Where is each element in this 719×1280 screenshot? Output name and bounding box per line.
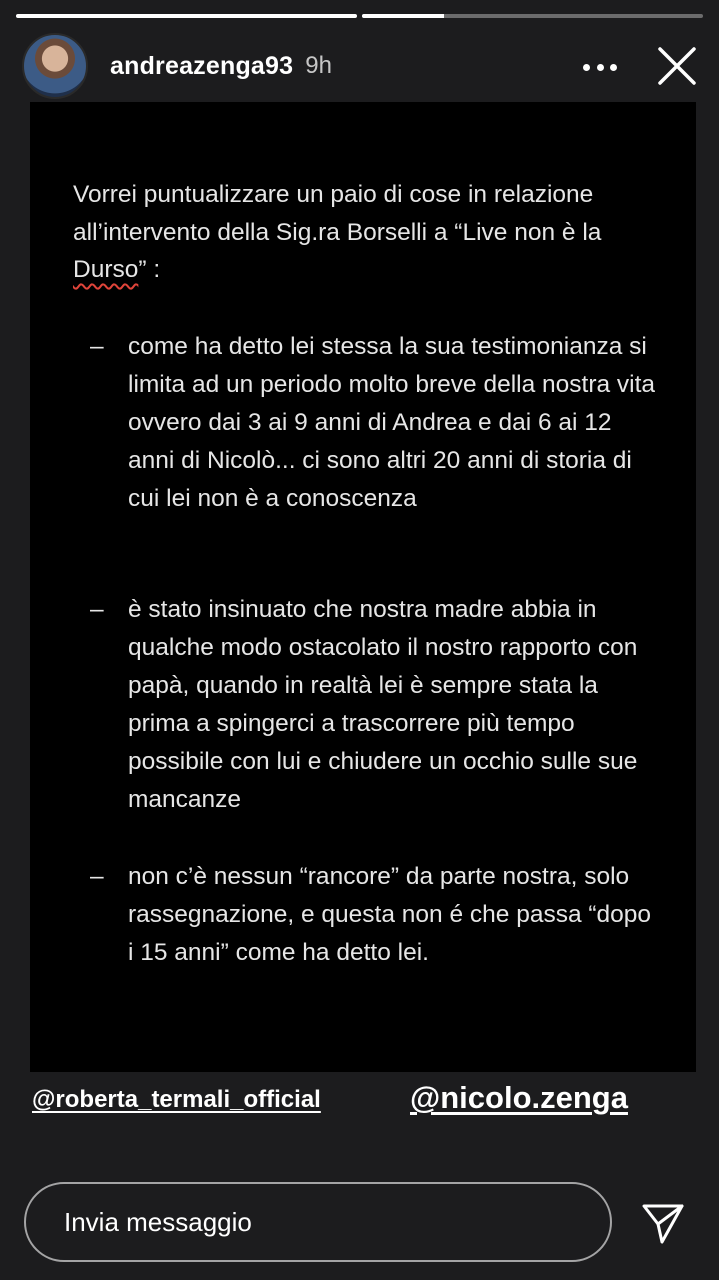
intro-squiggle-word: Durso xyxy=(73,256,139,283)
post-time: 9h xyxy=(305,52,332,79)
message-input[interactable] xyxy=(24,1182,612,1262)
bullet-dash: – xyxy=(90,596,104,623)
intro-paragraph xyxy=(73,176,673,289)
bullet-dash: – xyxy=(90,333,104,360)
list-item xyxy=(90,591,660,819)
bullet-text: come ha detto lei stessa la sua testimonianza si limita ad un periodo molto breve della nostra vita ovvero dai 3 ai 9 anni di Andrea e dai 6 ai 12 anni di Nicolò... ci sono altri 20 anni di storia di cui lei non è a conoscenza xyxy=(128,333,656,512)
bullet-text: non c’è nessun “rancore” da parte nostra, solo rassegnazione, e questa non é che passa “dopo i 15 anni” come ha detto lei. xyxy=(128,863,652,966)
mention-roberta-termali[interactable]: @roberta_termali_official xyxy=(32,1086,321,1113)
more-horizontal-icon[interactable] xyxy=(583,64,617,72)
list-item xyxy=(90,328,660,518)
more-dot xyxy=(597,64,604,71)
more-dot xyxy=(610,64,617,71)
intro-text-end: ” : xyxy=(138,256,161,283)
close-icon[interactable] xyxy=(657,46,697,86)
story-header xyxy=(22,34,697,98)
username[interactable]: andreazenga93 xyxy=(110,51,294,80)
send-icon[interactable] xyxy=(640,1200,686,1246)
more-dot xyxy=(583,64,590,71)
bullet-dash: – xyxy=(90,863,104,890)
story-content-card xyxy=(30,102,696,1072)
story-progress-segment-2 xyxy=(362,14,703,18)
mention-nicolo-zenga[interactable]: @nicolo.zenga xyxy=(410,1080,628,1115)
story-progress-fill-1 xyxy=(16,14,357,18)
list-item xyxy=(90,858,660,972)
story-progress-fill-2 xyxy=(362,14,444,18)
message-placeholder: Invia messaggio xyxy=(64,1206,252,1237)
bullet-text: è stato insinuato che nostra madre abbia in qualche modo ostacolato il nostro rapporto con papà, quando in realtà lei è sempre stata la prima a spingerci a trascorrere più tempo possibile con lui e chiudere un occhio sulle sue mancanze xyxy=(128,596,638,813)
intro-text: Vorrei puntualizzare un paio di cose in relazione all’intervento della Sig.ra Borselli a “Live non è la xyxy=(73,181,602,246)
avatar[interactable] xyxy=(22,33,88,99)
story-progress-segment-1 xyxy=(16,14,357,18)
